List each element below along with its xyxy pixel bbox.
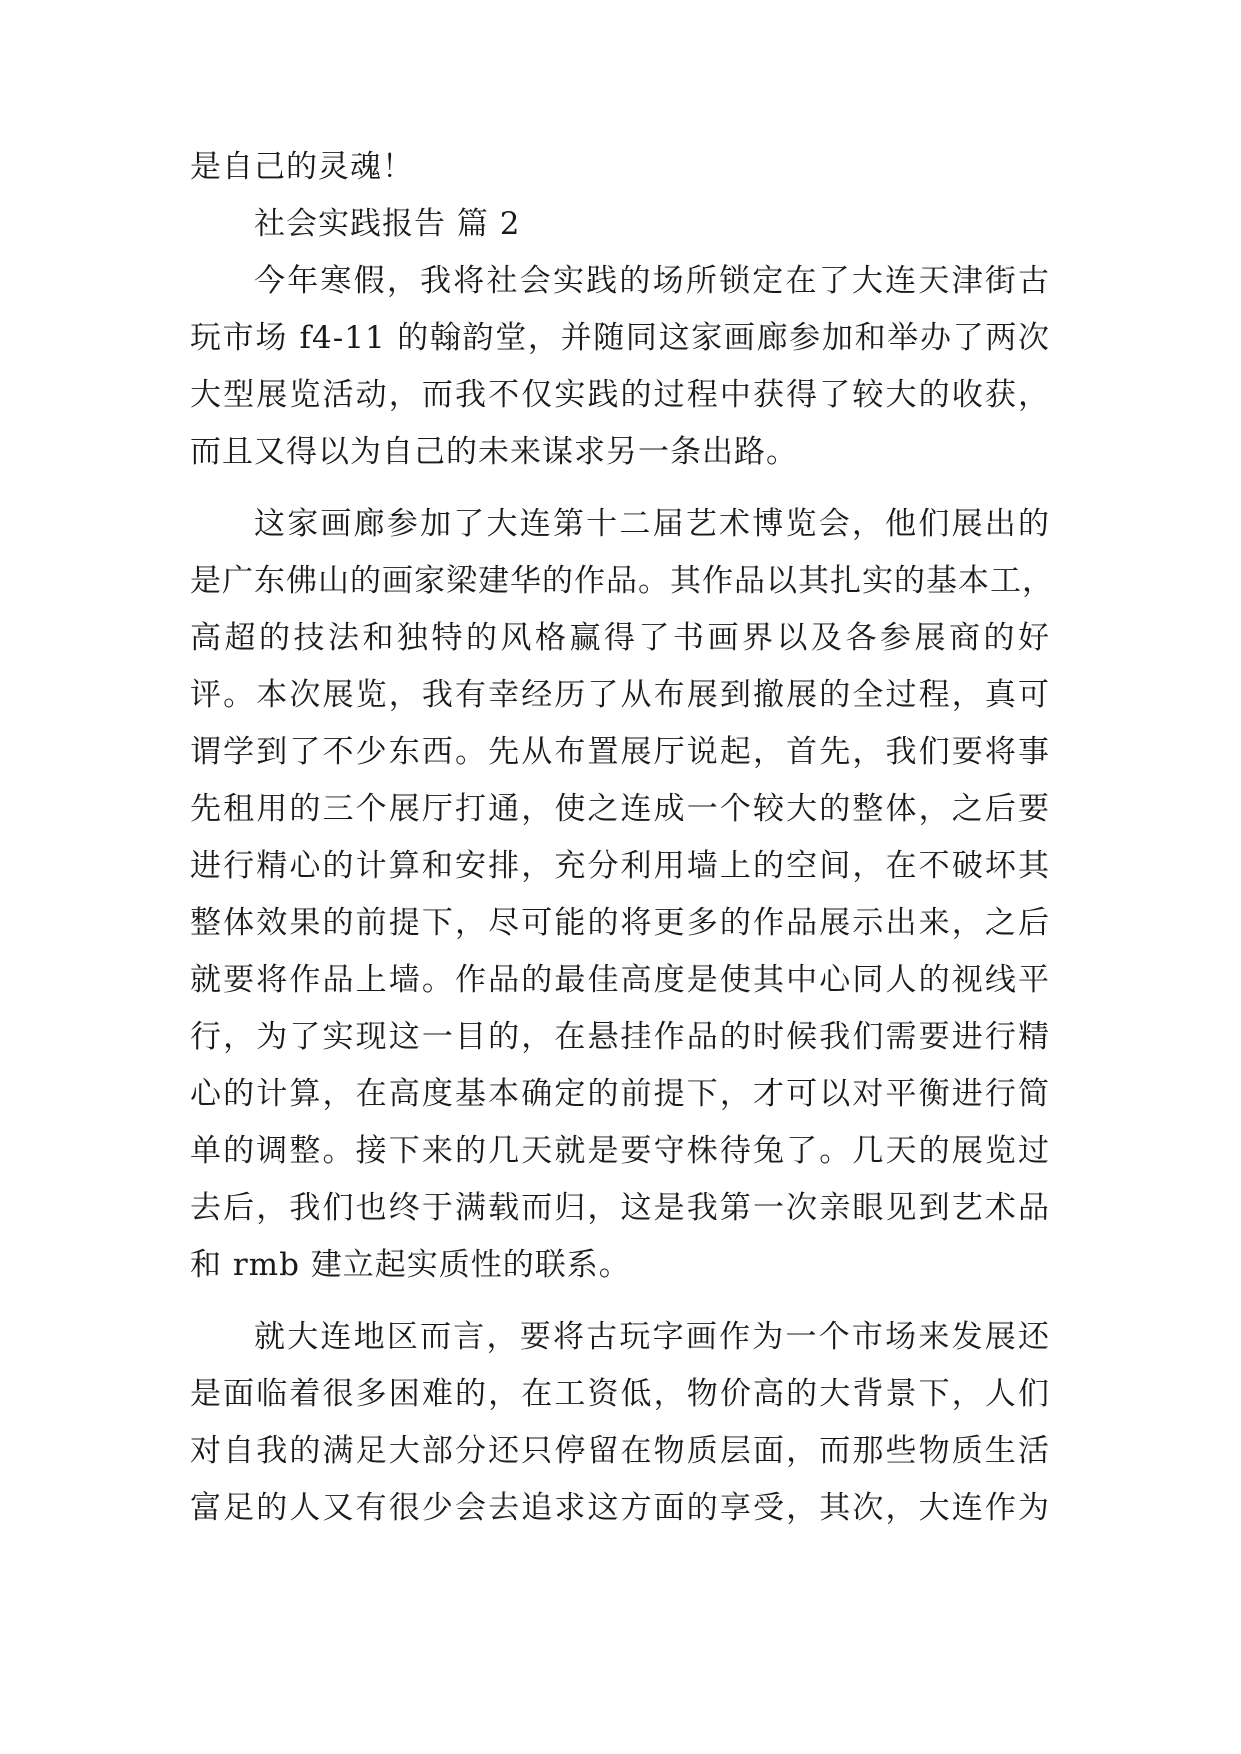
text-line: 进行精心的计算和安排，充分利用墙上的空间，在不破坏其 — [190, 848, 1050, 884]
section-heading: 社会实践报告 篇 2 — [254, 206, 521, 242]
text-line: 是广东佛山的画家梁建华的作品。其作品以其扎实的基本工， — [190, 563, 1054, 599]
text-line: 去后，我们也终于满载而归，这是我第一次亲眼见到艺术品 — [190, 1190, 1050, 1226]
text-line: 今年寒假，我将社会实践的场所锁定在了大连天津街古 — [254, 263, 1050, 299]
text-line: 评。本次展览，我有幸经历了从布展到撤展的全过程，真可 — [190, 677, 1050, 713]
text-line: 这家画廊参加了大连第十二届艺术博览会，他们展出的 — [254, 506, 1050, 542]
text-line: 对自我的满足大部分还只停留在物质层面，而那些物质生活 — [190, 1433, 1050, 1469]
text-line: 大型展览活动，而我不仅实践的过程中获得了较大的收获， — [190, 377, 1050, 413]
text-line: 心的计算，在高度基本确定的前提下，才可以对平衡进行简 — [190, 1076, 1050, 1112]
text-line: 行，为了实现这一目的，在悬挂作品的时候我们需要进行精 — [190, 1019, 1050, 1055]
text-line: 先租用的三个展厅打通，使之连成一个较大的整体，之后要 — [190, 791, 1050, 827]
text-line: 玩市场 f4-11 的翰韵堂，并随同这家画廊参加和举办了两次 — [190, 320, 1050, 356]
text-line: 就大连地区而言，要将古玩字画作为一个市场来发展还 — [254, 1319, 1050, 1355]
text-line: 而且又得以为自己的未来谋求另一条出路。 — [190, 434, 798, 470]
text-line: 是自己的灵魂！ — [190, 149, 414, 185]
text-line: 单的调整。接下来的几天就是要守株待兔了。几天的展览过 — [190, 1133, 1050, 1169]
text-line: 就要将作品上墙。作品的最佳高度是使其中心同人的视线平 — [190, 962, 1050, 998]
text-line: 富足的人又有很少会去追求这方面的享受，其次，大连作为 — [190, 1490, 1050, 1526]
text-line: 和 rmb 建立起实质性的联系。 — [190, 1247, 631, 1283]
text-line: 高超的技法和独特的风格赢得了书画界以及各参展商的好 — [190, 620, 1050, 656]
text-line: 整体效果的前提下，尽可能的将更多的作品展示出来，之后 — [190, 905, 1050, 941]
text-line: 是面临着很多困难的，在工资低，物价高的大背景下，人们 — [190, 1376, 1050, 1412]
text-line: 谓学到了不少东西。先从布置展厅说起，首先，我们要将事 — [190, 734, 1050, 770]
